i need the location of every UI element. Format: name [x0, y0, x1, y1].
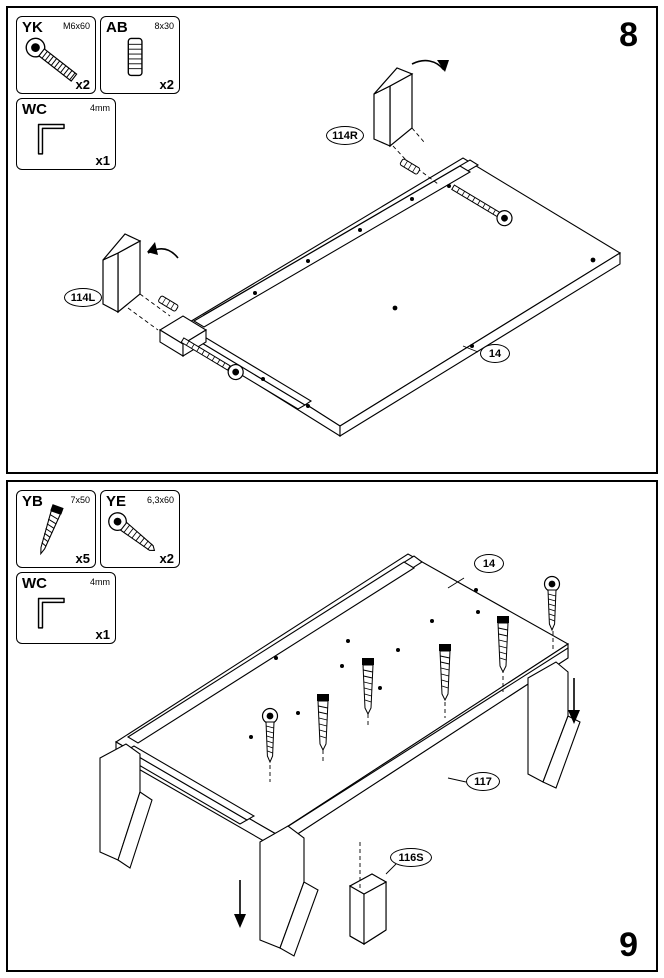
callout-label: 116S — [398, 851, 424, 864]
step-9-number: 9 — [619, 926, 638, 964]
part-qty: x2 — [159, 77, 174, 92]
part-code: YK — [22, 19, 43, 36]
part-spec: 7x50 — [70, 495, 90, 505]
part-spec: M6x60 — [62, 21, 90, 31]
part-code: WC — [22, 101, 47, 118]
part-qty: x5 — [75, 551, 90, 566]
part-code: WC — [22, 575, 47, 592]
callout-label: 14 — [488, 347, 502, 360]
part-code: YB — [22, 493, 43, 510]
part-qty: x1 — [95, 627, 110, 642]
callout-116S — [390, 848, 432, 867]
part-code: YE — [106, 493, 127, 510]
part-spec: 4mm — [90, 577, 110, 587]
part-qty: x2 — [159, 551, 174, 566]
step-8-diagram — [8, 8, 656, 472]
callout-label: 114R — [332, 129, 358, 142]
part-qty: x1 — [95, 153, 110, 168]
callout-14 — [474, 554, 504, 573]
callout-117 — [466, 772, 500, 791]
callout-label: 114L — [70, 291, 96, 304]
step-8-panel — [6, 6, 658, 474]
step-9-panel — [6, 480, 658, 972]
callout-label: 14 — [482, 557, 496, 570]
part-spec: 4mm — [90, 103, 110, 113]
part-code: AB — [106, 19, 128, 36]
callout-14 — [480, 344, 510, 363]
part-spec: 8x30 — [154, 21, 174, 31]
callout-label: 117 — [474, 775, 492, 788]
step-8-number: 8 — [619, 16, 638, 54]
part-qty: x2 — [75, 77, 90, 92]
step-9-diagram — [8, 482, 656, 970]
callout-114L — [64, 288, 102, 307]
callout-114R — [326, 126, 364, 145]
part-spec: 6,3x60 — [146, 495, 174, 505]
